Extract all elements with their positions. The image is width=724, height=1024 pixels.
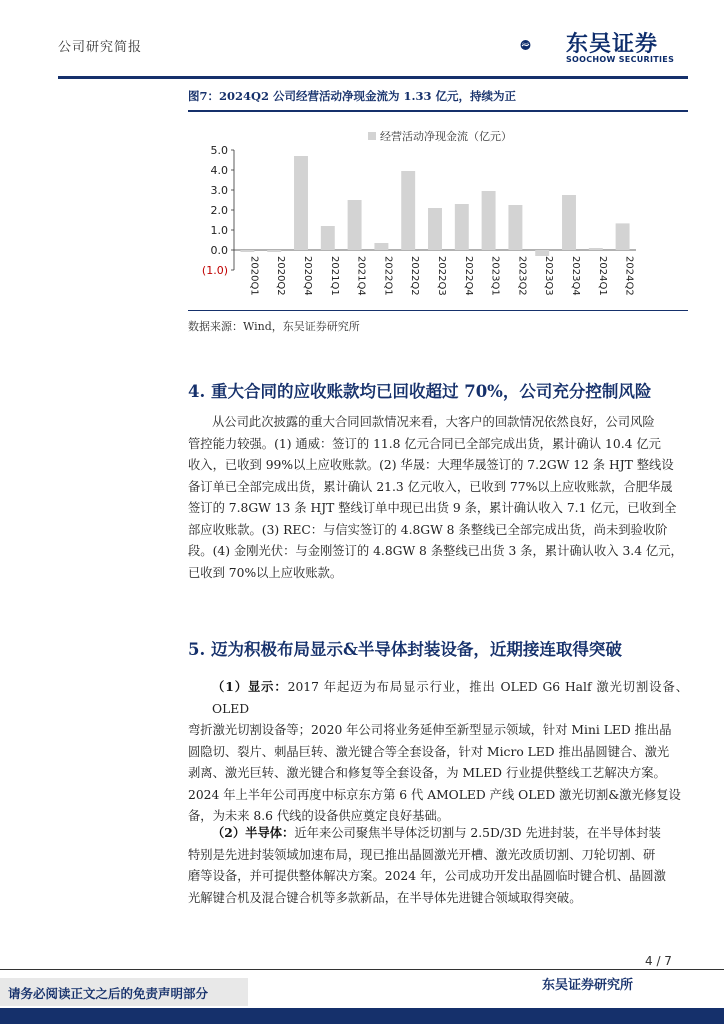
- footer-organization: 东吴证券研究所: [542, 978, 634, 993]
- section-4-line: 已收到 70%以上应收账款。: [188, 565, 343, 580]
- section-4-line: 部应收账款。(3) REC：与信实签订的 4.8GW 8 条整线已全部完成出货，尚未到验收阶: [188, 522, 668, 537]
- section-4-title: 4. 重大合同的应收账款均已回收超过 70%，公司充分控制风险: [188, 382, 652, 401]
- semi-line: 光解键合机及混合键合机等多款新品，在半导体先进键合领域取得突破。: [188, 890, 582, 905]
- section-4-line: 备订单已全部完成出货，累计确认 21.3 亿元收入，已收到 77%以上应收账款，合肥华晟: [188, 479, 673, 494]
- footer-divider: [0, 969, 724, 970]
- bar-2023Q2: [508, 205, 522, 250]
- display-line: 备，为未来 8.6 代线的设备供应奠定良好基础。: [188, 809, 450, 823]
- display-line: 弯折激光切割设备等；2020 年公司将业务延伸至新型显示领域，针对 Mini LED 推出晶: [188, 723, 672, 737]
- semi-line: 特别是先进封装领域加速布局，现已推出晶圆激光开槽、激光改质切割、刀轮切割、研: [188, 847, 656, 862]
- display-line: 圆隐切、裂片、刺晶巨转、激光键合等全套设备，针对 Micro LED 推出晶圆键合、激光: [188, 744, 670, 759]
- bar-2020Q1: [240, 250, 254, 252]
- bar-2023Q1: [482, 191, 496, 250]
- x-tick-label: 2021Q4: [355, 256, 367, 296]
- section-4-line: 管控能力较强。(1) 通威：签订的 11.8 亿元合同已全部完成出货，累计确认 10.4 亿元: [188, 436, 661, 451]
- semi-line: 磨等设备，并可提供整体解决方案。2024 年，公司成功开发出晶圆临时键合机、晶圆激: [188, 869, 666, 883]
- cashflow-bar-chart: [188, 120, 688, 305]
- x-tick-label: 2022Q1: [382, 256, 394, 296]
- x-tick-label: 2023Q2: [516, 256, 528, 296]
- bar-2022Q3: [428, 208, 442, 250]
- section-4-line: 收入，已收到 99%以上应收账款。(2) 华晟：大理华晟签订的 7.2GW 12 条 HJT 整线设: [188, 458, 674, 472]
- bar-2022Q2: [401, 171, 415, 250]
- brand-name-cn: 东吴证券: [566, 32, 659, 57]
- x-tick-label: 2020Q2: [275, 256, 287, 296]
- figure-bottom-rule: [188, 310, 688, 311]
- section-4-body: [188, 412, 688, 584]
- bar-2024Q1: [589, 248, 603, 250]
- x-tick-label: 2022Q2: [409, 256, 421, 296]
- x-tick-label: 2024Q2: [623, 256, 635, 296]
- y-tick-label: (1.0): [201, 264, 228, 277]
- y-tick-label: 1.0: [210, 224, 228, 237]
- x-tick-label: 2021Q1: [328, 256, 340, 296]
- y-tick-label: 5.0: [210, 144, 228, 157]
- x-tick-label: 2023Q3: [543, 256, 555, 296]
- bar-2022Q1: [374, 243, 388, 250]
- footer-band: [0, 1008, 724, 1024]
- y-tick-label: 3.0: [210, 184, 228, 197]
- y-tick-label: 0.0: [210, 244, 228, 257]
- bar-2024Q2: [616, 223, 630, 250]
- semi-lead: （2）半导体：: [212, 825, 295, 840]
- figure-title: 图7：2024Q2 公司经营活动净现金流为 1.33 亿元，持续为正: [188, 89, 517, 103]
- semi-first-line: [188, 822, 688, 845]
- y-tick-label: 4.0: [210, 164, 228, 177]
- section-5-semiconductor-paragraph: [188, 822, 688, 909]
- display-line: 2017 年起迈为布局显示行业，推出 OLED G6 Half 激光切割设备、OLED: [212, 680, 688, 716]
- bar-2022Q4: [455, 204, 469, 250]
- section-4-line: 段。(4) 金刚光伏：与金刚签订的 4.8GW 8 条整线已出货 3 条，累计确认收入 3.4 亿元，: [188, 544, 683, 558]
- x-tick-label: 2022Q4: [462, 256, 474, 296]
- display-line: 2024 年上半年公司再度中标京东方第 6 代 AMOLED 产线 OLED 激光切割&激光修复设: [188, 787, 681, 802]
- x-tick-label: 2020Q1: [248, 256, 260, 296]
- brand-name-en: SOOCHOW SECURITIES: [566, 55, 675, 64]
- legend-swatch: [368, 132, 376, 140]
- section-4-line: 签订的 7.8GW 13 条 HJT 整线订单中现已出货 9 条，累计确认收入 7.1 亿元，已收到全: [188, 501, 677, 515]
- bar-2021Q4: [348, 200, 362, 250]
- report-type-label: 公司研究简报: [58, 40, 143, 55]
- x-tick-label: 2022Q3: [436, 256, 447, 296]
- header-divider: [58, 76, 688, 79]
- bar-2021Q1: [321, 226, 335, 250]
- page-number: 4 / 7: [645, 954, 672, 968]
- display-first-line: [188, 676, 688, 720]
- bar-2020Q2: [267, 250, 281, 252]
- section-5-display-paragraph: [188, 676, 688, 828]
- bar-2023Q4: [562, 195, 576, 250]
- semi-line: 近年来公司聚焦半导体泛切割与 2.5D/3D 先进封装，在半导体封装: [294, 826, 661, 840]
- soochow-logo: [520, 25, 564, 65]
- figure-top-rule: [188, 110, 688, 112]
- x-tick-label: 2023Q4: [570, 256, 581, 296]
- x-tick-label: 2023Q1: [489, 256, 501, 296]
- section-5-title: 5. 迈为积极布局显示&半导体封装设备，近期接连取得突破: [188, 640, 622, 659]
- y-tick-label: 2.0: [210, 204, 228, 217]
- section-4-line: 从公司此次披露的重大合同回款情况来看，大客户的回款情况依然良好，公司风险: [212, 415, 655, 429]
- legend-label: 经营活动净现金流（亿元）: [380, 130, 512, 143]
- bar-2020Q4: [294, 156, 308, 250]
- x-tick-label: 2024Q1: [596, 256, 608, 296]
- figure-source: 数据来源：Wind，东吴证券研究所: [188, 320, 360, 333]
- display-lead: （1）显示：: [212, 679, 288, 694]
- x-tick-label: 2020Q4: [302, 256, 313, 296]
- display-line: 剥离、激光巨转、激光键合和修复等全套设备，为 MLED 行业提供整线工艺解决方案。: [188, 766, 666, 780]
- disclaimer-text: 请务必阅读正文之后的免责声明部分: [8, 986, 209, 1001]
